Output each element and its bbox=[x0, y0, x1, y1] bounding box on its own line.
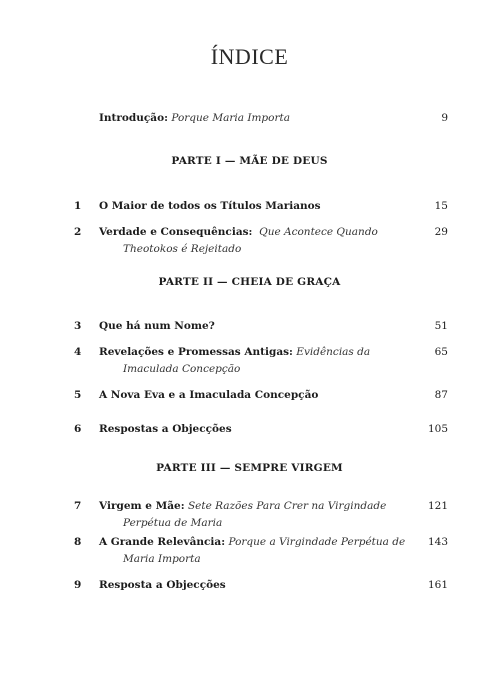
entry-page-number: 143 bbox=[427, 536, 448, 548]
entry-page-number: 87 bbox=[434, 389, 448, 401]
entry-number: 3 bbox=[74, 320, 82, 332]
entry-title: Introdução: bbox=[99, 112, 168, 124]
entry-number: 8 bbox=[74, 536, 82, 548]
entry-page-number: 65 bbox=[434, 346, 448, 358]
entry-page-number: 15 bbox=[434, 200, 448, 212]
entry-subtitle: Sete Razões Para Crer na Virgindade Perpétua de Maria bbox=[123, 500, 387, 529]
entry-title: Respostas a Objecções bbox=[99, 423, 232, 435]
toc-entry-intro bbox=[74, 110, 448, 127]
entry-title: Resposta a Objecções bbox=[99, 579, 226, 591]
entry-page-number: 29 bbox=[434, 226, 448, 238]
toc-entry-2 bbox=[74, 224, 448, 258]
toc-entry-1 bbox=[74, 198, 448, 215]
entry-subtitle: Evidências da Imaculada Concepção bbox=[123, 346, 371, 375]
entry-title: Verdade e Consequências: bbox=[99, 226, 253, 238]
entry-subtitle: Porque Maria Importa bbox=[171, 112, 290, 124]
entry-number: 7 bbox=[74, 500, 82, 512]
toc-entry-9 bbox=[74, 577, 448, 594]
toc-entry-6 bbox=[74, 421, 448, 438]
entry-title: A Grande Relevância: bbox=[99, 536, 226, 548]
part-heading-1: PARTE I — MÃE DE DEUS bbox=[171, 155, 328, 167]
page-title: ÍNDICE bbox=[210, 44, 289, 69]
entry-page-number: 161 bbox=[427, 579, 448, 591]
entry-page-number: 9 bbox=[441, 112, 448, 124]
entry-title: Virgem e Mãe: bbox=[99, 500, 185, 512]
entry-number: 4 bbox=[74, 346, 82, 358]
toc-entry-8 bbox=[74, 534, 448, 568]
entry-number: 2 bbox=[74, 226, 82, 238]
toc-entry-5 bbox=[74, 387, 448, 404]
toc-entry-3 bbox=[74, 318, 448, 335]
entry-subtitle: Porque a Virgindade Perpétua de Maria Importa bbox=[123, 536, 406, 565]
entry-number: 5 bbox=[74, 389, 82, 401]
entry-number: 6 bbox=[74, 423, 82, 435]
entry-page-number: 105 bbox=[427, 423, 448, 435]
toc-entry-7 bbox=[74, 498, 448, 532]
entry-subtitle: Que Acontece Quando Theotokos é Rejeitado bbox=[123, 226, 378, 255]
entry-page-number: 51 bbox=[434, 320, 448, 332]
entry-title: Que há num Nome? bbox=[99, 320, 215, 332]
entry-title: O Maior de todos os Títulos Marianos bbox=[99, 200, 321, 212]
part-heading-2: PARTE II — CHEIA DE GRAÇA bbox=[158, 276, 341, 288]
entry-title: Revelações e Promessas Antigas: bbox=[99, 346, 293, 358]
part-heading-3: PARTE III — SEMPRE VIRGEM bbox=[156, 462, 343, 474]
entry-page-number: 121 bbox=[427, 500, 448, 512]
toc-entry-4 bbox=[74, 344, 448, 378]
entry-title: A Nova Eva e a Imaculada Concepção bbox=[99, 389, 319, 401]
entry-number: 9 bbox=[74, 579, 82, 591]
entry-number: 1 bbox=[74, 200, 82, 212]
